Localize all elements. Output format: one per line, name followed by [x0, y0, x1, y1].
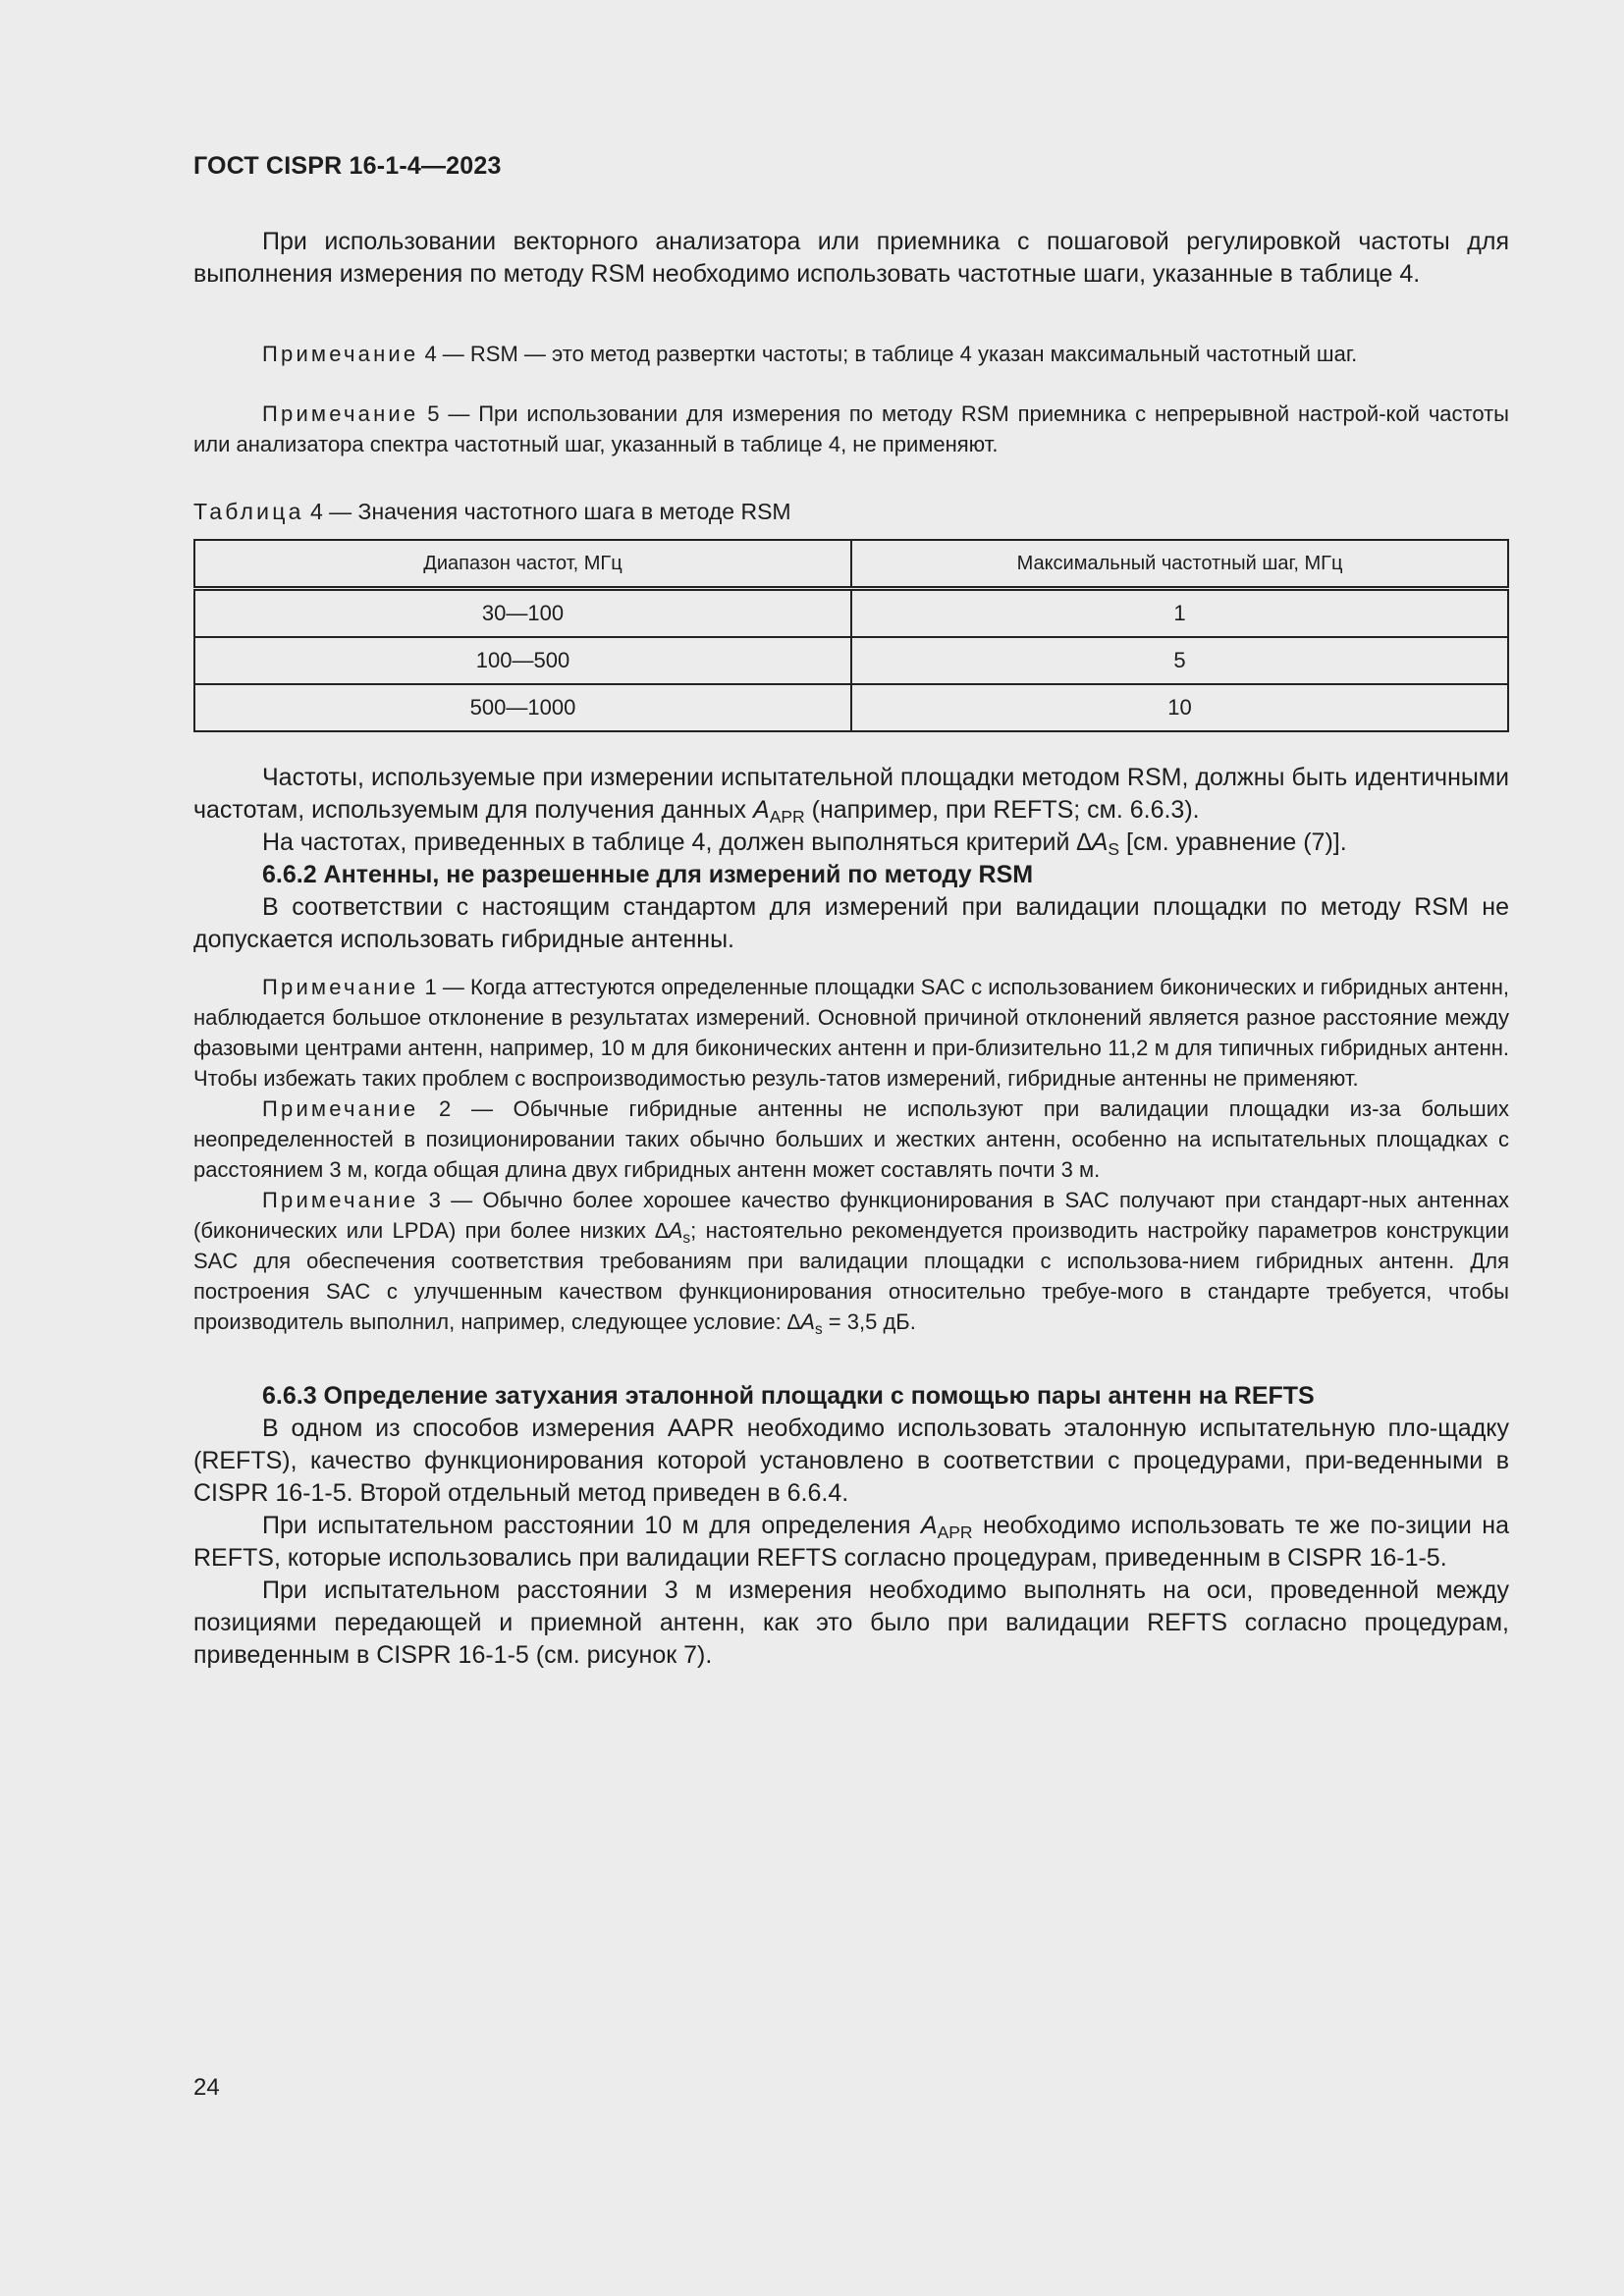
section-6-6-2-notes — [193, 972, 1509, 1337]
note-label: Примечание — [262, 401, 419, 426]
subscript: s — [814, 1321, 823, 1338]
note-label: Примечание — [262, 1188, 419, 1212]
note-text: 2 — Обычные гибридные антенны не используют при валидации площадки из-за больших неопределенностей в позиционировании таких обычно больших и жестких антенн, особенно на испытательных площадках с расстоянием 3 м, когда общая длина двух гибридных антенн может составлять почти 3 м. — [193, 1096, 1509, 1182]
symbol: ∆A — [1076, 828, 1109, 856]
text-run: ; настоятельно рекомендуется производить настройку параметров конструкции SAC для обеспечения соответствия требованиям при валидации площадки с использова-нием гибридных антенн. Для построения SAC с улучшенным качеством функционирования относительно требуе-мого в стандарте требуется, чтобы производитель выполнил, например, следующее условие: — [193, 1218, 1509, 1334]
note-label: Примечание — [262, 975, 419, 999]
note-1 — [193, 972, 1509, 1094]
note-label: Примечание — [262, 342, 419, 366]
text-run: При испытательном расстоянии 10 м для определения — [262, 1512, 921, 1539]
text-run: = 3,5 дБ. — [822, 1309, 916, 1334]
table-cell: 10 — [851, 684, 1508, 731]
document-header: ГОСТ CISPR 16-1-4—2023 — [193, 152, 502, 180]
table-cell: 500—1000 — [194, 684, 851, 731]
note-5 — [193, 399, 1509, 459]
note-text: 5 — При использовании для измерения по методу RSM приемника с непрерывной настрой-кой частоты или анализатора спектра частотный шаг, указанный в таблице 4, не применяют. — [193, 401, 1509, 456]
table-cell: 1 — [851, 589, 1508, 638]
text-run: [см. уравнение (7)]. — [1119, 828, 1347, 856]
section-6-6-2-heading: 6.6.2 Антенны, не разрешенные для измерений по методу RSM — [262, 861, 1034, 888]
note-3 — [193, 1185, 1509, 1337]
criterion-paragraph — [193, 827, 1509, 859]
note-text: 4 — RSM — это метод развертки частоты; в таблице 4 указан максимальный частотный шаг. — [418, 342, 1358, 366]
text-run: Частоты, используемые при измерении испытательной площадки методом RSM, должны быть идентичными частотам, используемым для получения данных — [193, 764, 1509, 824]
note-label: Примечание — [262, 1096, 419, 1121]
frequencies-paragraph — [193, 762, 1509, 827]
section-6-6-3 — [193, 1380, 1509, 1672]
subscript: s — [682, 1230, 691, 1247]
table-row — [194, 684, 1508, 731]
text-run: 3 — Обычно более хорошее качество функционирования в SAC получают при стандарт-ных антеннах (биконических или LPDA) при более низких — [193, 1188, 1509, 1243]
after-table-block — [193, 762, 1509, 956]
intro-paragraph: При использовании векторного анализатора или приемника с пошаговой регулировкой частоты для выполнения измерения по методу RSM необходимо использовать частотные шаги, указанные в таблице 4. — [193, 228, 1509, 288]
table-cell: 30—100 — [194, 589, 851, 638]
note-2 — [193, 1094, 1509, 1185]
section-6-6-2-paragraph: В соответствии с настоящим стандартом для измерений при валидации площадки по методу RSM не допускается использовать гибридные антенны. — [193, 893, 1509, 953]
subscript: S — [1108, 839, 1120, 859]
table-header-cell: Диапазон частот, МГц — [194, 540, 851, 589]
symbol: A — [753, 796, 770, 824]
table-cell: 100—500 — [194, 637, 851, 684]
page-number: 24 — [193, 2074, 220, 2101]
table-cell: 5 — [851, 637, 1508, 684]
table-caption-label: Таблица — [193, 499, 304, 524]
table-header-cell: Максимальный частотный шаг, МГц — [851, 540, 1508, 589]
section-6-6-3-heading: 6.6.3 Определение затухания эталонной площадки с помощью пары антенн на REFTS — [262, 1382, 1315, 1410]
note-4 — [193, 339, 1509, 369]
frequency-step-table — [193, 539, 1509, 732]
table-caption — [193, 497, 791, 526]
section-6-6-3-paragraph-1: В одном из способов измерения AAPR необходимо использовать эталонную испытательную пло-щадку (REFTS), качество функционирования которой установлено в соответствии с процедурами, при-веденными в CISPR 16-1-5. Второй отдельный метод приведен в 6.6.4. — [193, 1415, 1509, 1507]
symbol: ∆A — [786, 1309, 815, 1334]
table-header-row — [194, 540, 1508, 589]
text-run: необходимо использовать те же по-зиции на REFTS, которые использовались при валидации REFTS согласно процедурам, приведенным в CISPR 16-1-5. — [193, 1512, 1509, 1572]
table-caption-text: 4 — Значения частотного шага в методе RSM — [303, 499, 791, 524]
subscript: APR — [937, 1522, 973, 1542]
section-6-6-3-paragraph-3: При испытательном расстоянии 3 м измерения необходимо выполнять на оси, проведенной между позициями передающей и приемной антенн, как это было при валидации REFTS согласно процедурам, приведенным в CISPR 16-1-5 (см. рисунок 7). — [193, 1576, 1509, 1669]
subscript: APR — [769, 807, 805, 827]
section-6-6-3-paragraph-2 — [193, 1510, 1509, 1575]
symbol: ∆A — [655, 1218, 683, 1243]
table-row — [194, 637, 1508, 684]
text-run: (например, при REFTS; см. 6.6.3). — [804, 796, 1200, 824]
text-run: На частотах, приведенных в таблице 4, должен выполняться критерий — [262, 828, 1077, 856]
table-row — [194, 589, 1508, 638]
note-text: 1 — Когда аттестуются определенные площадки SAC с использованием биконических и гибридных антенн, наблюдается большое отклонение в результатах измерений. Основной причиной отклонений является разное расстояние между фазовыми центрами антенн, например, 10 м для биконических антенн и при-близительно 11,2 м для типичных гибридных антенн. Чтобы избежать таких проблем с воспроизводимостью резуль-татов измерений, гибридные антенны не применяют. — [193, 975, 1509, 1091]
symbol: A — [920, 1512, 938, 1539]
